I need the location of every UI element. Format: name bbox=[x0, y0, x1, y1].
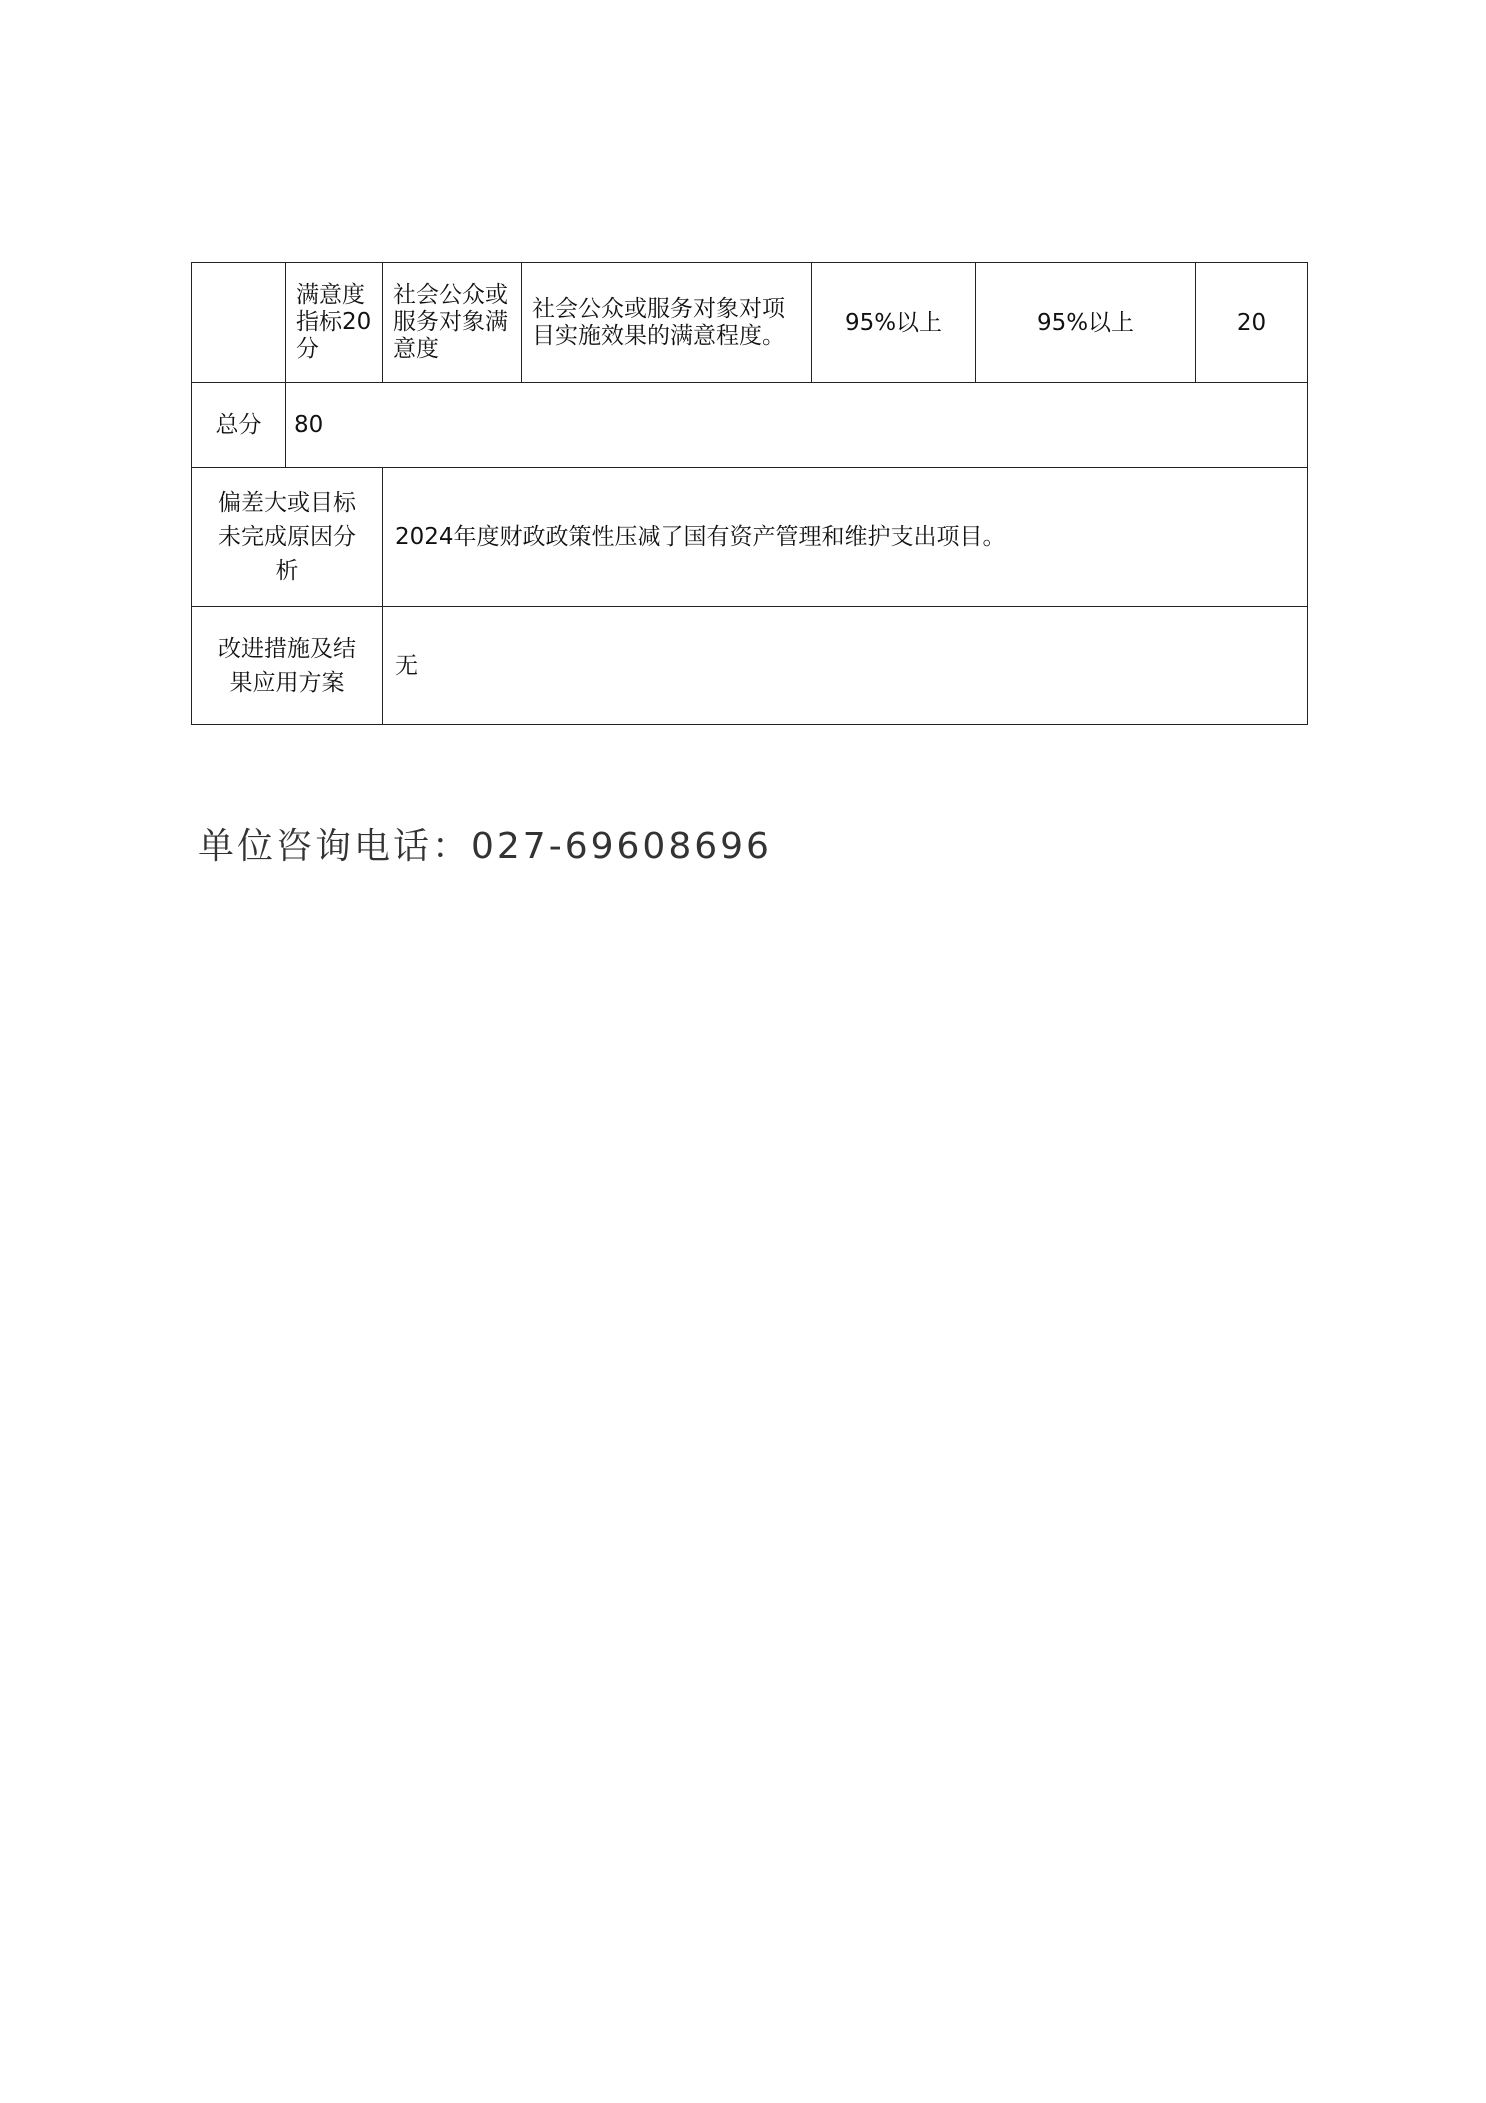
contact-phone: 单位咨询电话：027-69608696 bbox=[198, 826, 772, 867]
deviation-row bbox=[192, 468, 1308, 607]
satisfaction-row bbox=[192, 263, 1308, 383]
improvement-label: 改进措施及结果应用方案 bbox=[192, 607, 383, 725]
deviation-label: 偏差大或目标未完成原因分析 bbox=[192, 468, 383, 607]
target-value-cell: 95%以上 bbox=[812, 263, 976, 383]
total-label: 总分 bbox=[192, 383, 286, 468]
total-row bbox=[192, 383, 1308, 468]
description-cell: 社会公众或服务对象对项目实施效果的满意程度。 bbox=[522, 263, 812, 383]
performance-table bbox=[191, 262, 1308, 725]
deviation-value: 2024年度财政政策性压减了国有资产管理和维护支出项目。 bbox=[383, 468, 1308, 607]
improvement-value: 无 bbox=[383, 607, 1308, 725]
improvement-row bbox=[192, 607, 1308, 725]
indicator-category-cell: 满意度指标20分 bbox=[286, 263, 383, 383]
actual-value-cell: 95%以上 bbox=[976, 263, 1196, 383]
total-value: 80 bbox=[286, 383, 1308, 468]
sub-indicator-cell: 社会公众或服务对象满意度 bbox=[383, 263, 522, 383]
empty-category-cell bbox=[192, 263, 286, 383]
score-cell: 20 bbox=[1196, 263, 1308, 383]
